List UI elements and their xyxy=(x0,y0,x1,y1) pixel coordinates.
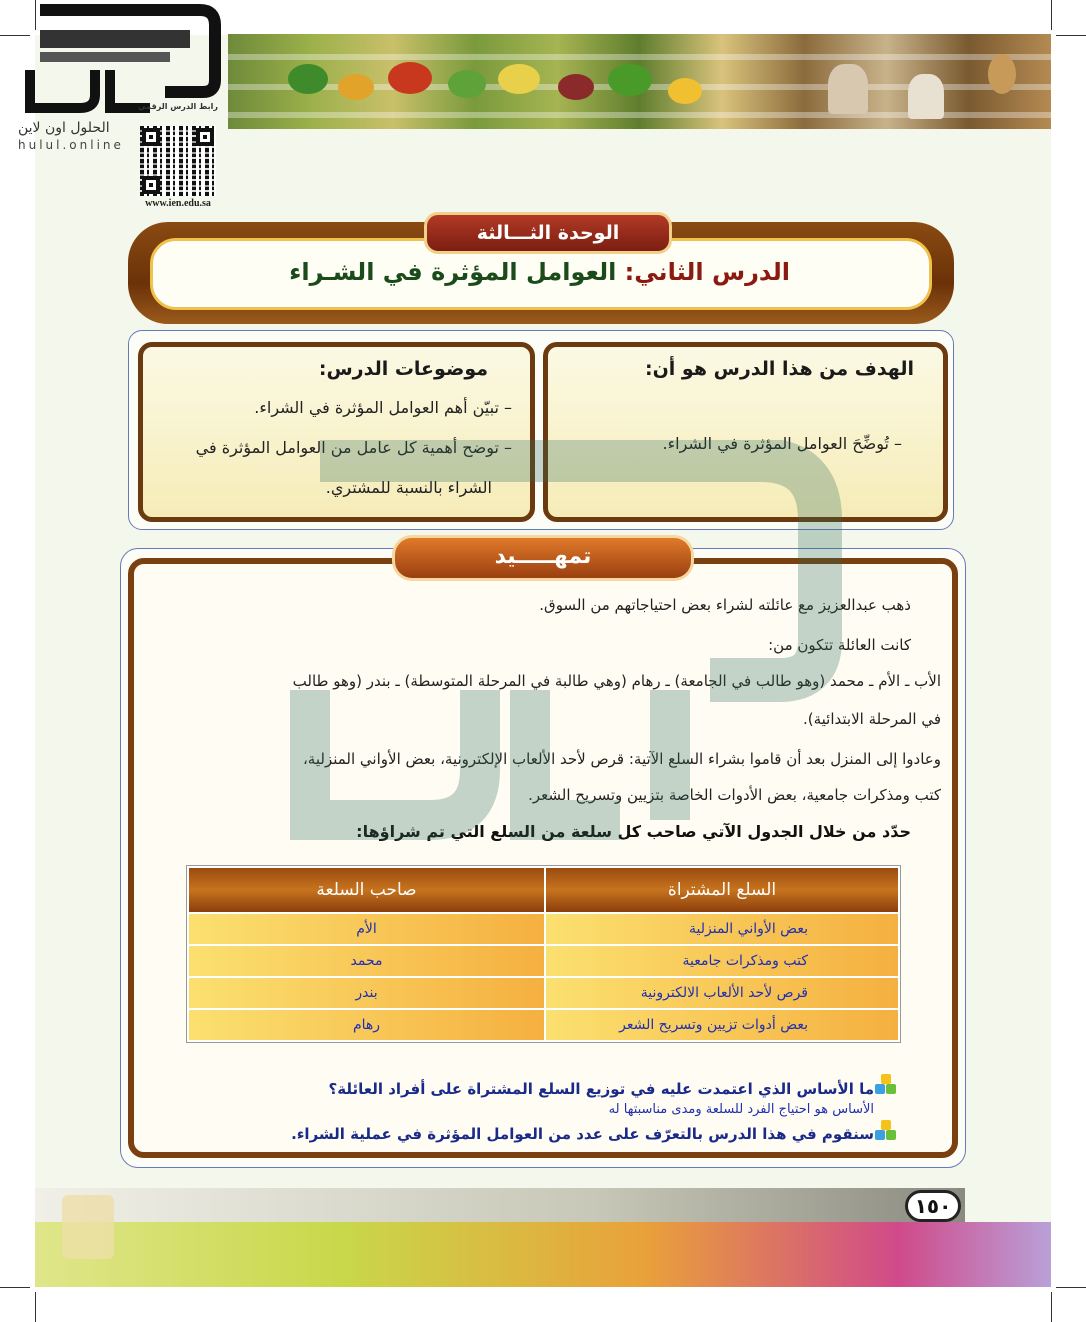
footer-bar xyxy=(35,1188,965,1224)
question-1: ما الأساس الذي اعتمدت عليه في توزيع السلع المشتراة على أفراد العائلة؟ xyxy=(328,1080,874,1098)
crop-mark xyxy=(1051,1292,1052,1322)
qr-caption: رابط الدرس الرقمي xyxy=(138,102,218,111)
intro-line: كانت العائلة تتكون من: xyxy=(768,636,911,654)
footer-decor xyxy=(35,1222,1051,1287)
intro-line: ذهب عبدالعزيز مع عائلته لشراء بعض احتياجاتهم من السوق. xyxy=(539,596,911,614)
intro-line: الأب ـ الأم ـ محمد (وهو طالب في الجامعة) ـ رهام (وهي طالبة في المرحلة المتوسطة) ـ بندر (وهو طالب xyxy=(292,672,941,690)
lesson-name: العوامل المؤثرة في الشـراء xyxy=(289,258,617,286)
site-url[interactable]: www.ien.edu.sa xyxy=(145,198,211,209)
header-photo xyxy=(228,34,1051,129)
logo xyxy=(0,0,230,218)
table-header: السلع المشتراة xyxy=(545,867,899,913)
intro-line: في المرحلة الابتدائية). xyxy=(802,710,941,728)
topic-item: الشراء بالنسبة للمشتري. xyxy=(325,478,492,497)
logo-subtitle-ar: الحلول اون لاين xyxy=(18,120,110,136)
answer-1: الأساس هو احتياج الفرد للسلعة ومدى مناسبتها له xyxy=(608,1102,874,1117)
table-header: صاحب السلعة xyxy=(188,867,545,913)
table-header-row xyxy=(188,867,899,913)
crop-mark xyxy=(1056,1287,1086,1288)
table-instruction: حدّد من خلال الجدول الآتي صاحب كل سلعة من السلع التي تم شراؤها: xyxy=(356,822,911,841)
topics-heading: موضوعات الدرس: xyxy=(318,358,488,380)
lesson-title xyxy=(150,258,790,286)
table-cell: قرص لأحد الألعاب الالكترونية xyxy=(545,977,899,1009)
table-cell: بعض أدوات تزيين وتسريح الشعر xyxy=(545,1009,899,1041)
intro-line: كتب ومذكرات جامعية، بعض الأدوات الخاصة بتزيين وتسريح الشعر. xyxy=(528,786,941,804)
goal-item: – تُوضِّحَ العوامل المؤثرة في الشراء. xyxy=(662,434,902,453)
page-number: ١٥٠ xyxy=(905,1190,961,1222)
table-row xyxy=(188,977,899,1009)
cubes-icon xyxy=(875,1074,897,1096)
crop-mark xyxy=(1056,35,1086,36)
footer-logo-icon xyxy=(62,1195,114,1259)
unit-tab: الوحدة الثـــالثة xyxy=(424,212,672,254)
intro-line: وعادوا إلى المنزل بعد أن قاموا بشراء السلع الآتية: قرص لأحد الألعاب الإلكترونية، بعض الأواني المنزلية، xyxy=(302,750,941,768)
goods-table xyxy=(187,866,900,1042)
table-cell: بعض الأواني المنزلية xyxy=(545,913,899,945)
intro-tab: تمهـــــيد xyxy=(392,535,694,581)
lesson-prefix: الدرس الثاني: xyxy=(624,258,790,286)
question-2: سنقوم في هذا الدرس بالتعرّف على عدد من العوامل المؤثرة في عملية الشراء. xyxy=(291,1125,874,1143)
table-cell: بندر xyxy=(188,977,545,1009)
goal-heading: الهدف من هذا الدرس هو أن: xyxy=(644,358,914,380)
table-cell: الأم xyxy=(188,913,545,945)
crop-mark xyxy=(1051,0,1052,30)
table-cell: رهام xyxy=(188,1009,545,1041)
crop-mark xyxy=(0,1287,30,1288)
table-row xyxy=(188,913,899,945)
table-cell: كتب ومذكرات جامعية xyxy=(545,945,899,977)
qr-code-icon[interactable] xyxy=(140,126,216,196)
cubes-icon xyxy=(875,1120,897,1142)
topic-item: – توضح أهمية كل عامل من العوامل المؤثرة في xyxy=(195,438,512,457)
table-row xyxy=(188,1009,899,1041)
crop-mark xyxy=(35,1292,36,1322)
table-cell: محمد xyxy=(188,945,545,977)
logo-subtitle-en: hulul.online xyxy=(18,138,124,152)
topic-item: – تبيّن أهم العوامل المؤثرة في الشراء. xyxy=(254,398,512,417)
table-row xyxy=(188,945,899,977)
